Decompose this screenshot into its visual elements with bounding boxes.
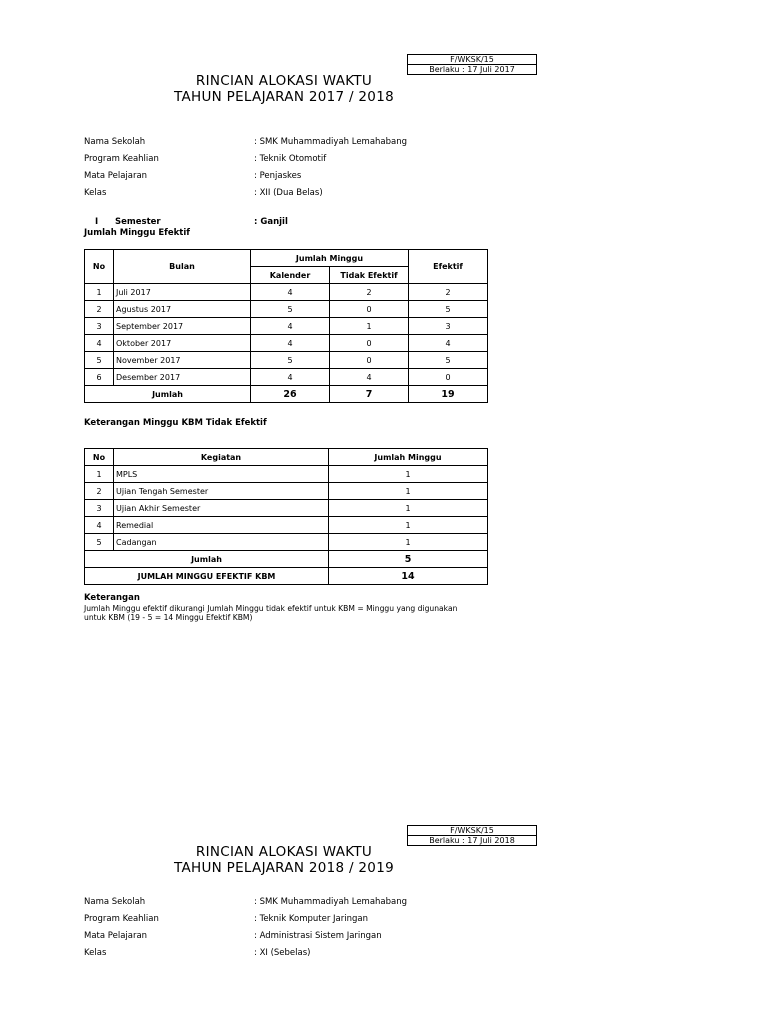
row-effective: 2 xyxy=(409,284,488,301)
effective-kbm-label: JUMLAH MINGGU EFEKTIF KBM xyxy=(85,568,329,585)
row-no: 5 xyxy=(85,534,114,551)
total-not-effective: 7 xyxy=(330,386,409,403)
page-title-line2: TAHUN PELAJARAN 2017 / 2018 xyxy=(174,89,394,105)
total-row xyxy=(85,386,488,403)
semester-number: I xyxy=(95,217,99,227)
table-row xyxy=(85,517,488,534)
row-activity: Ujian Akhir Semester xyxy=(114,500,329,517)
row-effective: 5 xyxy=(409,301,488,318)
total-calendar: 26 xyxy=(251,386,330,403)
row-activity: Cadangan xyxy=(114,534,329,551)
row-not-effective: 0 xyxy=(330,335,409,352)
section-title-effective-weeks: Jumlah Minggu Efektif xyxy=(84,228,190,238)
info-value-class: : XI (Sebelas) xyxy=(254,948,311,958)
row-not-effective: 1 xyxy=(330,318,409,335)
row-weeks: 1 xyxy=(329,483,488,500)
row-activity: Ujian Tengah Semester xyxy=(114,483,329,500)
row-effective: 0 xyxy=(409,369,488,386)
effective-kbm-value: 14 xyxy=(329,568,488,585)
row-calendar: 5 xyxy=(251,301,330,318)
table-row xyxy=(85,500,488,517)
header-activity: Kegiatan xyxy=(114,449,329,466)
form-valid-date: Berlaku : 17 Juli 2018 xyxy=(408,835,536,845)
info-value-subject: : Penjaskes xyxy=(254,171,302,181)
row-month: Agustus 2017 xyxy=(114,301,251,318)
form-code-box xyxy=(407,54,537,75)
table-row xyxy=(85,318,488,335)
form-code: F/WKSK/15 xyxy=(450,55,494,64)
form-code: F/WKSK/15 xyxy=(450,826,494,835)
note-line-2: untuk KBM (19 - 5 = 14 Minggu Efektif KBM) xyxy=(84,613,253,622)
row-weeks: 1 xyxy=(329,534,488,551)
effective-weeks-table xyxy=(84,249,488,403)
page-title-line1: RINCIAN ALOKASI WAKTU xyxy=(195,73,373,89)
info-label-program: Program Keahlian xyxy=(84,914,159,924)
row-calendar: 4 xyxy=(251,318,330,335)
section-title-not-effective: Keterangan Minggu KBM Tidak Efektif xyxy=(84,418,267,428)
page-title-line2: TAHUN PELAJARAN 2018 / 2019 xyxy=(174,860,394,876)
info-label-class: Kelas xyxy=(84,948,107,958)
row-calendar: 4 xyxy=(251,284,330,301)
row-month: Oktober 2017 xyxy=(114,335,251,352)
row-no: 1 xyxy=(85,284,114,301)
row-calendar: 4 xyxy=(251,369,330,386)
row-activity: Remedial xyxy=(114,517,329,534)
row-no: 4 xyxy=(85,335,114,352)
row-not-effective: 0 xyxy=(330,301,409,318)
row-month: September 2017 xyxy=(114,318,251,335)
not-effective-table xyxy=(84,448,488,585)
table-row xyxy=(85,352,488,369)
form-code-box-2 xyxy=(407,825,537,846)
row-not-effective: 2 xyxy=(330,284,409,301)
total-label: Jumlah xyxy=(85,386,251,403)
row-no: 1 xyxy=(85,466,114,483)
row-month: Desember 2017 xyxy=(114,369,251,386)
info-value-school: : SMK Muhammadiyah Lemahabang xyxy=(254,897,408,907)
total-label: Jumlah xyxy=(85,551,329,568)
header-week-count: Jumlah Minggu xyxy=(251,250,409,267)
row-no: 6 xyxy=(85,369,114,386)
info-value-program: : Teknik Komputer Jaringan xyxy=(254,914,368,924)
total-row xyxy=(85,551,488,568)
note-line-1: Jumlah Minggu efektif dikurangi Jumlah Minggu tidak efektif untuk KBM = Minggu yang digunakan xyxy=(84,604,458,613)
info-label-class: Kelas xyxy=(84,188,107,198)
info-label-school: Nama Sekolah xyxy=(84,137,146,147)
row-effective: 3 xyxy=(409,318,488,335)
row-weeks: 1 xyxy=(329,500,488,517)
table-row xyxy=(85,301,488,318)
row-no: 5 xyxy=(85,352,114,369)
total-value: 5 xyxy=(329,551,488,568)
row-activity: MPLS xyxy=(114,466,329,483)
header-effective: Efektif xyxy=(409,250,488,284)
row-weeks: 1 xyxy=(329,517,488,534)
row-calendar: 4 xyxy=(251,335,330,352)
note-title: Keterangan xyxy=(84,593,140,603)
row-not-effective: 0 xyxy=(330,352,409,369)
row-no: 2 xyxy=(85,483,114,500)
info-label-subject: Mata Pelajaran xyxy=(84,171,148,181)
effective-kbm-row xyxy=(85,568,488,585)
semester-value: : Ganjil xyxy=(254,217,288,227)
header-no: No xyxy=(85,449,114,466)
row-effective: 5 xyxy=(409,352,488,369)
table-row xyxy=(85,483,488,500)
form-valid-date: Berlaku : 17 Juli 2017 xyxy=(408,64,536,74)
row-no: 2 xyxy=(85,301,114,318)
row-no: 3 xyxy=(85,318,114,335)
header-calendar: Kalender xyxy=(251,267,330,284)
row-calendar: 5 xyxy=(251,352,330,369)
table-row xyxy=(85,284,488,301)
row-month: Juli 2017 xyxy=(114,284,251,301)
header-no: No xyxy=(85,250,114,284)
page-title-line1: RINCIAN ALOKASI WAKTU xyxy=(195,844,373,860)
info-value-program: : Teknik Otomotif xyxy=(254,154,327,164)
info-value-class: : XII (Dua Belas) xyxy=(254,188,323,198)
header-not-effective: Tidak Efektif xyxy=(330,267,409,284)
row-weeks: 1 xyxy=(329,466,488,483)
header-month: Bulan xyxy=(114,250,251,284)
semester-label: Semester xyxy=(115,217,161,227)
row-no: 4 xyxy=(85,517,114,534)
row-no: 3 xyxy=(85,500,114,517)
row-month: November 2017 xyxy=(114,352,251,369)
header-week-count: Jumlah Minggu xyxy=(329,449,488,466)
info-value-subject: : Administrasi Sistem Jaringan xyxy=(254,931,382,941)
total-effective: 19 xyxy=(409,386,488,403)
table-row xyxy=(85,335,488,352)
info-value-school: : SMK Muhammadiyah Lemahabang xyxy=(254,137,408,147)
info-label-school: Nama Sekolah xyxy=(84,897,146,907)
info-label-program: Program Keahlian xyxy=(84,154,159,164)
table-row xyxy=(85,369,488,386)
row-not-effective: 4 xyxy=(330,369,409,386)
table-row xyxy=(85,466,488,483)
info-label-subject: Mata Pelajaran xyxy=(84,931,148,941)
table-row xyxy=(85,534,488,551)
row-effective: 4 xyxy=(409,335,488,352)
